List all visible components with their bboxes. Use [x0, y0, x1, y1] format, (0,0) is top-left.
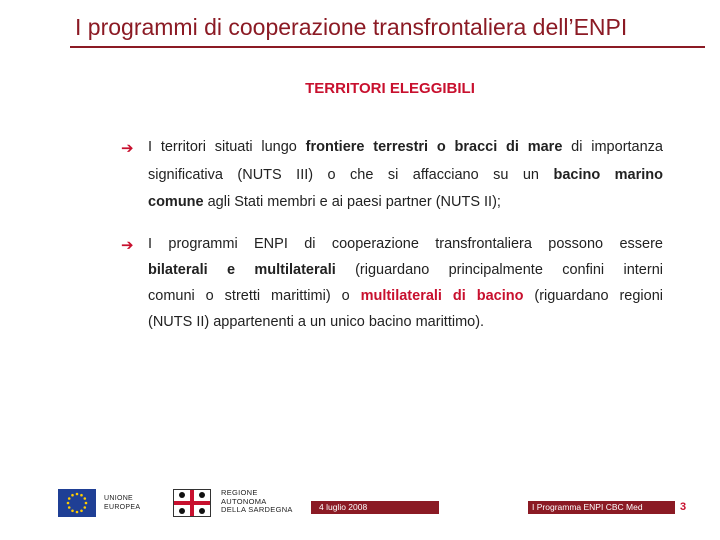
bullet-item [121, 236, 663, 340]
bullet-line: (NUTS II) appartenenti a un unico bacino marittimo). [148, 314, 485, 330]
sardinia-flag-icon [173, 489, 211, 517]
date-label: 4 luglio 2008 [311, 501, 439, 514]
emphasis: frontiere terrestri o bracci di mare [305, 139, 563, 155]
separator-bar: I [532, 502, 537, 512]
emphasis: bilaterali e multilaterali [148, 262, 336, 278]
bullet-line: comuni o stretti marittimi) o multilaterali di bacino (riguardano regioni [148, 288, 663, 304]
emphasis: bacino marino [553, 166, 663, 183]
slide-footer [0, 486, 720, 526]
bullet-line: I territori situati lungo frontiere terrestri o bracci di mare di importanza [148, 139, 663, 155]
bullet-line: I programmi ENPI di cooperazione transfrontaliera possono essere [148, 236, 663, 252]
right-arrow-icon: ➔ [121, 237, 134, 254]
bullet-line: significativa (NUTS III) o che si affacciano su un bacino marino [148, 166, 663, 183]
bullet-line: bilaterali e multilaterali (riguardano principalmente confini interni [148, 262, 663, 278]
slide-title: I programmi di cooperazione transfrontaliera dell’ENPI [75, 14, 628, 40]
page-number: 3 [680, 501, 687, 513]
title-divider [70, 46, 705, 48]
eu-flag-icon [58, 489, 96, 517]
bullet-line: comune agli Stati membri e ai paesi partner (NUTS II); [148, 194, 501, 210]
eu-label: UNIONE EUROPEA [104, 495, 141, 511]
emphasis: multilaterali di bacino [360, 288, 524, 304]
right-arrow-icon: ➔ [121, 140, 134, 157]
bullet-item [121, 139, 663, 222]
program-label: I Programma ENPI CBC Med [528, 501, 675, 514]
emphasis: comune [148, 194, 204, 210]
region-label: REGIONE AUTONOMA DELLA SARDEGNA [221, 488, 293, 514]
slide-subtitle: TERRITORI ELEGGIBILI [305, 80, 475, 97]
